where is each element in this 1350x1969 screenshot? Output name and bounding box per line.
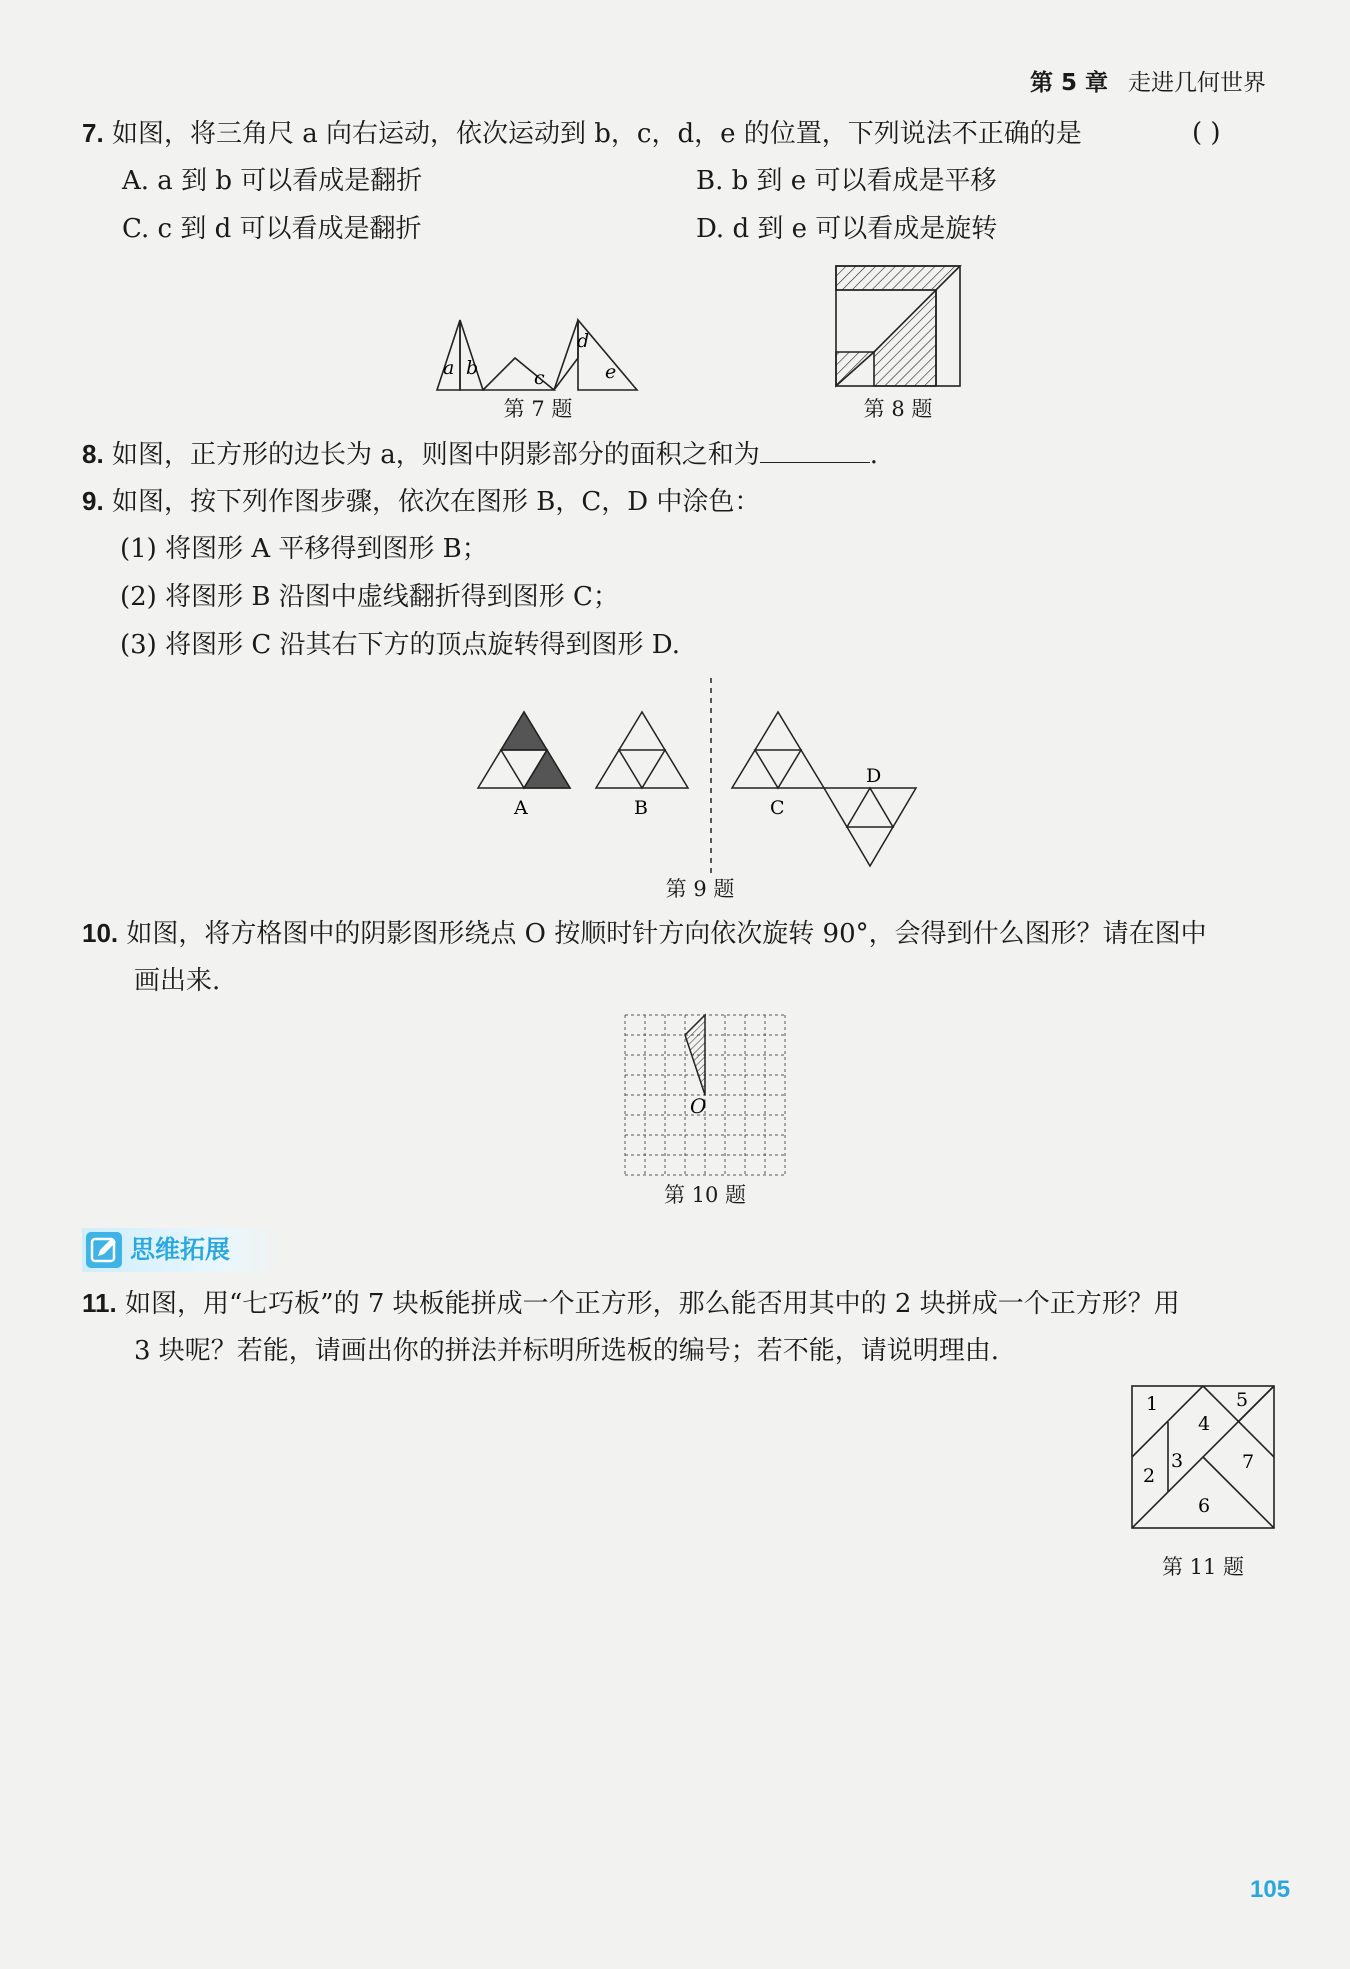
- q11-tangram-figure: [1128, 1382, 1278, 1532]
- piece-3: 3: [1171, 1450, 1184, 1472]
- q11-caption: 第 11 题: [1161, 1555, 1245, 1579]
- label-c: c: [534, 367, 545, 389]
- q7-caption: 第 7 题: [503, 397, 573, 421]
- piece-6: 6: [1198, 1495, 1211, 1517]
- label-B: B: [634, 797, 648, 819]
- q9-text: 如图，按下列作图步骤，依次在图形 B，C，D 中涂色：: [111, 487, 761, 517]
- q9-step-1: (1) 将图形 A 平移得到图形 B；: [120, 534, 488, 564]
- piece-7: 7: [1242, 1451, 1255, 1473]
- q9-line: [82, 484, 760, 519]
- q7-text: 如图，将三角尺 a 向右运动，依次运动到 b，c，d，e 的位置，下列说法不正确的是: [111, 119, 1082, 149]
- triangle-a: [437, 320, 460, 390]
- q11-line-2: 3 块呢？若能，请画出你的拼法并标明所选板的编号；若不能，请说明理由.: [134, 1336, 1000, 1366]
- q11-number: 11.: [82, 1288, 117, 1318]
- q11-line-1: [82, 1286, 1180, 1321]
- q8-number: 8.: [82, 439, 104, 469]
- page-number: 105: [1250, 1876, 1291, 1903]
- q7-triangles-figure: [430, 310, 650, 394]
- label-C: C: [770, 797, 785, 819]
- q7-answer-paren: ( ): [1192, 118, 1221, 148]
- q10-number: 10.: [82, 918, 119, 948]
- q8-line: 8. 如图，正方形的边长为 a，则图中阴影部分的面积之和为 .: [82, 436, 878, 472]
- q7-option-a: A. a 到 b 可以看成是翻折: [122, 166, 423, 196]
- point-O-label: O: [690, 1094, 707, 1118]
- q8-caption: 第 8 题: [863, 397, 933, 421]
- label-d: d: [577, 330, 590, 352]
- q8-answer-blank[interactable]: [760, 436, 870, 463]
- q10-text-1: 如图，将方格图中的阴影图形绕点 O 按顺时针方向依次旋转 90°，会得到什么图形？请在图中: [126, 919, 1207, 949]
- q7-option-d: D. d 到 e 可以看成是旋转: [696, 214, 998, 244]
- label-e: e: [605, 361, 617, 383]
- piece-1: 1: [1146, 1393, 1159, 1415]
- label-D: D: [866, 765, 882, 787]
- q11-text-1: 如图，用“七巧板”的 7 块板能拼成一个正方形，那么能否用其中的 2 块拼成一个正方形？用: [124, 1289, 1180, 1319]
- piece-2: 2: [1143, 1465, 1156, 1487]
- q7-option-b: B. b 到 e 可以看成是平移: [696, 166, 997, 196]
- label-a: a: [443, 357, 455, 379]
- chapter-title: 走进几何世界: [1128, 70, 1266, 96]
- q10-caption: 第 10 题: [663, 1183, 747, 1207]
- label-b: b: [466, 357, 479, 379]
- q8-text: 如图，正方形的边长为 a，则图中阴影部分的面积之和为: [111, 440, 760, 470]
- section-title: 思维拓展: [130, 1235, 231, 1264]
- q7-option-c: C. c 到 d 可以看成是翻折: [122, 214, 422, 244]
- pencil-icon: [86, 1232, 122, 1268]
- q10-grid-figure[interactable]: [622, 1012, 788, 1178]
- q7-number: 7.: [82, 118, 104, 148]
- q9-step-2: (2) 将图形 B 沿图中虚线翻折得到图形 C；: [120, 582, 619, 612]
- q9-caption: 第 9 题: [665, 877, 735, 901]
- chapter-label: 第 5 章: [1030, 70, 1109, 96]
- q9-triangles-figure: [470, 676, 930, 876]
- piece-5: 5: [1236, 1389, 1249, 1411]
- q10-line-2: 画出来.: [134, 966, 221, 996]
- label-A: A: [514, 797, 528, 819]
- q9-number: 9.: [82, 486, 104, 516]
- triangle-b: [460, 320, 483, 390]
- piece-4: 4: [1198, 1413, 1211, 1435]
- q10-line-1: [82, 916, 1207, 951]
- triangle-d: [554, 320, 578, 390]
- q9-step-3: (3) 将图形 C 沿其右下方的顶点旋转得到图形 D.: [120, 630, 680, 660]
- q8-square-figure: [830, 262, 966, 392]
- section-header: [82, 1228, 282, 1272]
- q7-line: [82, 116, 1082, 151]
